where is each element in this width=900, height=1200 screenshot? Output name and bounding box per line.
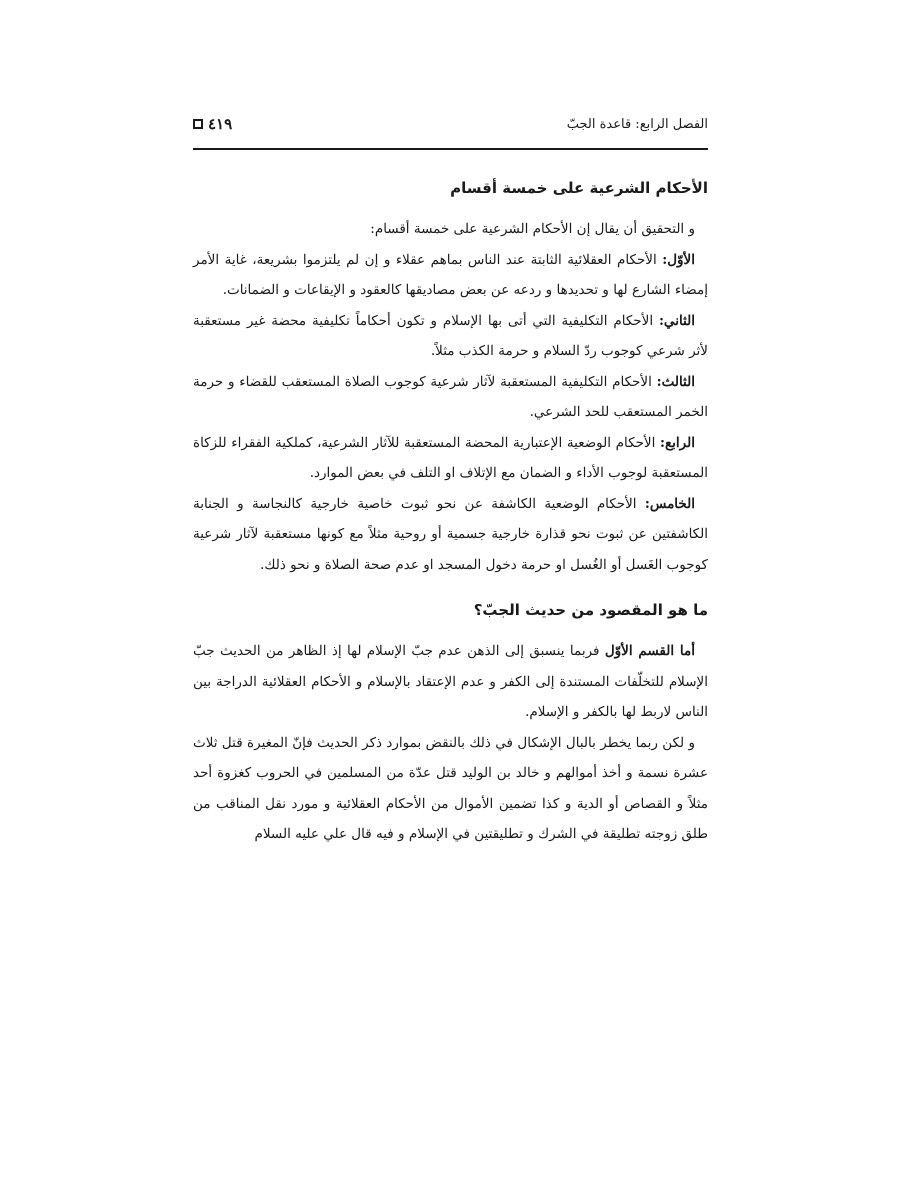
chapter-title: الفصل الرابع: قاعدة الجبّ xyxy=(566,117,708,132)
paragraph-text: الأحكام التكليفية التي أتى بها الإسلام و تكون أحكاماً تكليفية محضة غير مستعقبة لأثر شرعي كوجوب ردّ السلام و حرمة الكذب مثلاً. xyxy=(193,312,708,359)
paragraph xyxy=(193,245,708,306)
page-number-group xyxy=(193,115,232,133)
paragraph-lead: الرابع: xyxy=(660,434,695,451)
paragraph-lead: الثالث: xyxy=(656,373,695,390)
paragraph-lead: الأوّل: xyxy=(662,251,695,268)
running-header xyxy=(193,110,708,142)
book-page xyxy=(193,110,708,1110)
section-heading: ما هو المقصود من حديث الجبّ؟ xyxy=(473,601,708,619)
paragraph-text: و لكن ربما يخطر بالبال الإشكال في ذلك بالنقض بموارد ذكر الحديث فإنّ المغيرة قتل ثلاث عشرة نسمة و أخذ أموالهم و خالد بن الوليد قتل عدّة من المسلمين في الحروب كغزوة أحد مثلاً و القصاص أو الدية و كذا تضمين الأموال من الأحكام العقلائية و مورد نقل المناقب من طلق زوجته تطليقة في الشرك و تطليقتين في الإسلام و فيه قال علي عليه السلام xyxy=(193,734,708,842)
header-rule xyxy=(193,148,708,150)
section-meaning-of-hadith xyxy=(193,594,708,850)
page-number: ٤١٩ xyxy=(208,115,233,133)
paragraph xyxy=(193,489,708,581)
paragraph xyxy=(193,428,708,489)
paragraph xyxy=(193,367,708,428)
paragraph-lead: أما القسم الأوّل xyxy=(604,643,695,659)
paragraph xyxy=(193,728,708,850)
paragraph-lead: الثاني: xyxy=(658,312,695,329)
paragraph xyxy=(193,636,708,728)
paragraph-text: الأحكام الوضعية الإعتبارية المحضة المستعقبة للآثار الشرعية، كملكية الفقراء للزكاة المستعقبة لوجوب الأداء و الضمان مع الإتلاف او التلف في بعض الموارد. xyxy=(193,434,708,481)
paragraph-text: الأحكام العقلائية الثابتة عند الناس بماهم عقلاء و إن لم يلتزموا بشريعة، غاية الأمر إمضاء الشارع لها و تحديدها و ردعه عن بعض مصاديقها كالعقود و الإيقاعات و الضمانات. xyxy=(193,251,708,298)
section-heading: الأحكام الشرعية على خمسة أقسام xyxy=(450,179,708,197)
square-bullet-icon xyxy=(193,119,203,129)
paragraph xyxy=(193,306,708,367)
paragraph-text: فربما ينسبق إلى الذهن عدم جبّ الإسلام لها إذ الظاهر من الحديث جبّ الإسلام للتخلّفات المستندة إلى الكفر و عدم الإعتقاد بالإسلام و الأحكام العقلائية الدراجة بين الناس لاربط لها بالكفر و الإسلام. xyxy=(193,643,708,720)
paragraph-text: الأحكام الوضعية الكاشفة عن نحو ثبوت خاصية خارجية كالنجاسة و الجنابة الكاشفتين عن ثبوت نحو قذارة خارجية جسمية أو روحية مثلاً مع كونها مستعقبة لآثار شرعية كوجوب الغَسل أو الغُسل او حرمة دخول المسجد او عدم صحة الصلاة و نحو ذلك. xyxy=(193,495,708,573)
section-five-categories xyxy=(193,172,708,580)
paragraph-text: الأحكام التكليفية المستعقبة لآثار شرعية كوجوب الصلاة المستعقب للقضاء و حرمة الخمر المستعقب للحد الشرعي. xyxy=(193,373,708,420)
page-body xyxy=(193,172,708,850)
paragraph-text: و التحقيق أن يقال إن الأحكام الشرعية على خمسة أقسام: xyxy=(370,221,695,237)
paragraph-lead: الخامس: xyxy=(644,495,695,512)
paragraph xyxy=(193,214,708,245)
